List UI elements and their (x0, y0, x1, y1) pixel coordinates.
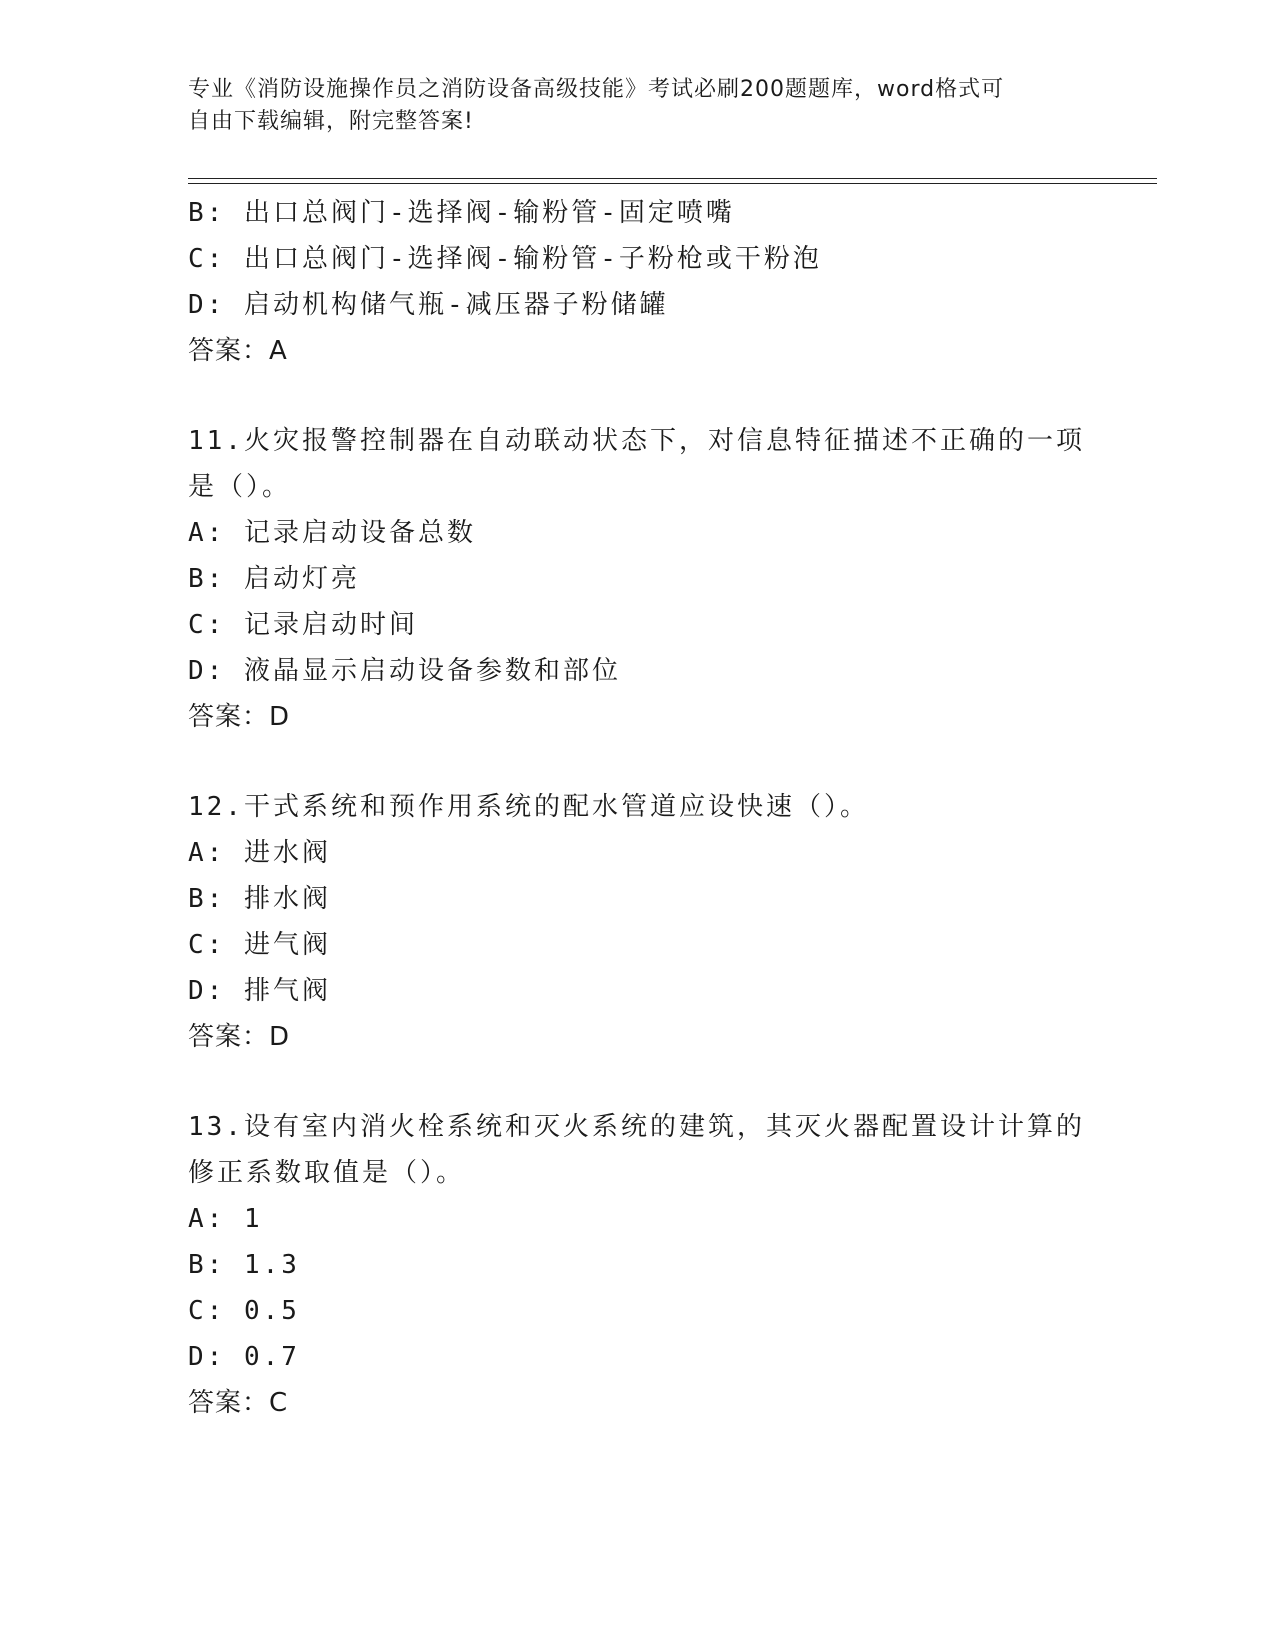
answer: 答案：D (188, 1022, 291, 1052)
option-d: D: 液晶显示启动设备参数和部位 (188, 656, 621, 686)
spacer (188, 374, 1088, 418)
option-c: C: 出口总阀门-选择阀-输粉管-子粉枪或干粉泡 (188, 244, 822, 274)
question-list (188, 190, 1088, 1426)
option-d: D: 0.7 (188, 1342, 300, 1372)
header-line-2: 自由下载编辑，附完整答案! (188, 109, 474, 134)
question-13 (188, 1104, 1088, 1426)
option-b: B: 出口总阀门-选择阀-输粉管-固定喷嘴 (188, 198, 735, 228)
header-divider-bottom (188, 183, 1157, 184)
spacer (188, 1060, 1088, 1104)
option-c: C: 记录启动时间 (188, 610, 418, 640)
option-c: C: 0.5 (188, 1296, 300, 1326)
question-stem-line: 11.火灾报警控制器在自动联动状态下，对信息特征描述不正确的一项 (188, 426, 1085, 456)
header-divider-top (188, 178, 1157, 179)
option-a: A: 进水阀 (188, 838, 331, 868)
option-b: B: 排水阀 (188, 884, 331, 914)
option-b: B: 1.3 (188, 1250, 300, 1280)
question-stem-line: 13.设有室内消火栓系统和灭火系统的建筑，其灭火器配置设计计算的 (188, 1112, 1085, 1142)
option-a: A: 记录启动设备总数 (188, 518, 476, 548)
answer: 答案：A (188, 336, 288, 366)
option-a: A: 1 (188, 1204, 263, 1234)
question-stem-line: 是（）。 (188, 472, 292, 502)
question-10-continued (188, 190, 1088, 374)
answer: 答案：C (188, 1388, 289, 1418)
option-c: C: 进气阀 (188, 930, 331, 960)
option-d: D: 启动机构储气瓶-减压器子粉储罐 (188, 290, 669, 320)
option-b: B: 启动灯亮 (188, 564, 360, 594)
question-11 (188, 418, 1088, 740)
header-line-1: 专业《消防设施操作员之消防设备高级技能》考试必刷200题题库，word格式可 (188, 77, 1005, 102)
question-stem-line: 修正系数取值是（）。 (188, 1158, 466, 1188)
question-12 (188, 784, 1088, 1060)
option-d: D: 排气阀 (188, 976, 331, 1006)
document-header (188, 74, 1088, 138)
answer: 答案：D (188, 702, 291, 732)
question-stem-line: 12.干式系统和预作用系统的配水管道应设快速（）。 (188, 792, 869, 822)
spacer (188, 740, 1088, 784)
